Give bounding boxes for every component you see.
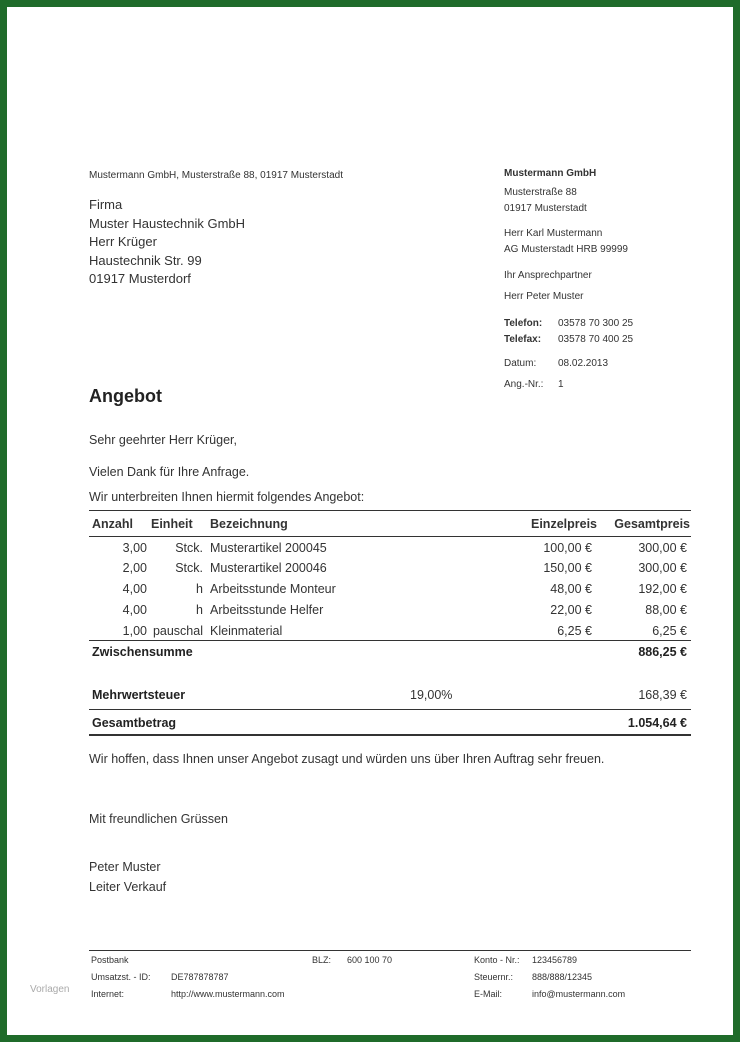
recipient-line: Muster Haustechnik GmbH [89, 215, 246, 231]
company-name: Mustermann GmbH [504, 168, 597, 179]
signer-name: Peter Muster [89, 860, 161, 874]
date-value: 08.02.2013 [558, 358, 609, 369]
row-price: 6,25 € [557, 624, 592, 638]
row-qty: 4,00 [122, 582, 147, 596]
row-desc: Musterartikel 200046 [210, 561, 327, 575]
company-street: Musterstraße 88 [504, 187, 577, 198]
offer-number-label: Ang.-Nr.: [504, 379, 544, 390]
footer-web-label: Internet: [91, 989, 125, 999]
recipient-line: 01917 Musterdorf [89, 271, 191, 286]
subtotal-label: Zwischensumme [92, 645, 193, 659]
table-row [89, 578, 691, 599]
row-qty: 4,00 [122, 603, 147, 617]
row-total: 6,25 € [652, 624, 687, 638]
row-unit: h [196, 582, 203, 596]
salutation: Sehr geehrter Herr Krüger, [89, 433, 237, 447]
row-price: 100,00 € [543, 541, 592, 555]
recipient-line: Herr Krüger [89, 234, 157, 249]
offer-number-value: 1 [558, 379, 564, 390]
row-price: 150,00 € [543, 561, 592, 575]
footer-bank: Postbank [91, 955, 129, 965]
recipient-line: Firma [89, 197, 123, 212]
row-desc: Arbeitsstunde Monteur [210, 582, 336, 596]
offer-table [89, 510, 691, 641]
footer-vat-id-label: Umsatzst. - ID: [91, 972, 151, 982]
signer-role: Leiter Verkauf [89, 880, 167, 894]
header-price: Einzelpreis [531, 517, 597, 531]
vat-rate: 19,00% [410, 688, 453, 702]
phone-label: Telefon: [504, 318, 543, 329]
total-divider [89, 709, 691, 710]
fax-label: Telefax: [504, 334, 542, 345]
footer-konto: 123456789 [532, 955, 578, 965]
vat-label: Mehrwertsteuer [92, 688, 186, 702]
footer-web: http://www.mustermann.com [171, 989, 285, 999]
row-desc: Kleinmaterial [210, 624, 283, 638]
watermark: Vorlagen [30, 984, 70, 995]
date-label: Datum: [504, 358, 537, 369]
grand-total-value: 1.054,64 € [627, 716, 687, 730]
row-price: 48,00 € [550, 582, 592, 596]
grand-total-label: Gesamtbetrag [92, 716, 177, 730]
footer-tax-label: Steuernr.: [474, 972, 514, 982]
footer-mail-label: E-Mail: [474, 989, 503, 999]
subtotal-value: 886,25 € [638, 645, 687, 659]
row-unit: h [196, 603, 203, 617]
phone-value: 03578 70 300 25 [558, 318, 634, 329]
company-ceo: Herr Karl Mustermann [504, 228, 603, 239]
company-city: 01917 Musterstadt [504, 203, 587, 214]
sender-line: Mustermann GmbH, Musterstraße 88, 01917 Musterstadt [89, 170, 343, 181]
document-title: Angebot [89, 386, 162, 406]
contact-name: Herr Peter Muster [504, 291, 584, 302]
table-header [89, 510, 691, 537]
row-desc: Musterartikel 200045 [210, 541, 327, 555]
fax-value: 03578 70 400 25 [558, 334, 634, 345]
header-qty: Anzahl [92, 517, 133, 531]
row-qty: 3,00 [122, 541, 147, 555]
footer-blz-label: BLZ: [312, 955, 332, 965]
row-total: 300,00 € [638, 561, 687, 575]
footer-konto-label: Konto - Nr.: [474, 955, 520, 965]
closing-text: Wir hoffen, dass Ihnen unser Angebot zusagt und würden uns über Ihren Auftrag sehr freuen. [89, 752, 605, 766]
intro-text: Vielen Dank für Ihre Anfrage. [89, 465, 250, 479]
row-unit: pauschal [152, 624, 203, 638]
intro-text: Wir unterbreiten Ihnen hiermit folgendes Angebot: [89, 490, 365, 504]
header-desc: Bezeichnung [210, 517, 288, 531]
contact-label: Ihr Ansprechpartner [504, 270, 592, 281]
header-total: Gesamtpreis [614, 517, 690, 531]
footer-vat-id: DE787878787 [171, 972, 229, 982]
subtotal-divider [89, 640, 691, 641]
row-qty: 2,00 [122, 561, 147, 575]
footer-blz: 600 100 70 [347, 955, 393, 965]
recipient-line: Haustechnik Str. 99 [89, 252, 202, 268]
vat-value: 168,39 € [638, 688, 687, 702]
row-qty: 1,00 [122, 624, 147, 638]
footer-tax: 888/888/12345 [532, 972, 593, 982]
company-register: AG Musterstadt HRB 99999 [504, 244, 628, 255]
recipient-address [89, 196, 245, 289]
footer-divider [89, 950, 691, 951]
header-unit: Einheit [151, 517, 193, 531]
table-row [89, 537, 691, 557]
greeting: Mit freundlichen Grüssen [89, 812, 228, 826]
row-desc: Arbeitsstunde Helfer [210, 603, 324, 617]
table-row [89, 599, 691, 620]
row-price: 22,00 € [550, 603, 592, 617]
row-total: 192,00 € [638, 582, 687, 596]
grand-total-underline [89, 734, 691, 736]
table-row [89, 557, 691, 578]
row-unit: Stck. [175, 561, 203, 575]
table-row [89, 620, 691, 641]
row-total: 88,00 € [645, 603, 687, 617]
row-unit: Stck. [175, 541, 203, 555]
row-total: 300,00 € [638, 541, 687, 555]
footer-mail: info@mustermann.com [532, 989, 626, 999]
